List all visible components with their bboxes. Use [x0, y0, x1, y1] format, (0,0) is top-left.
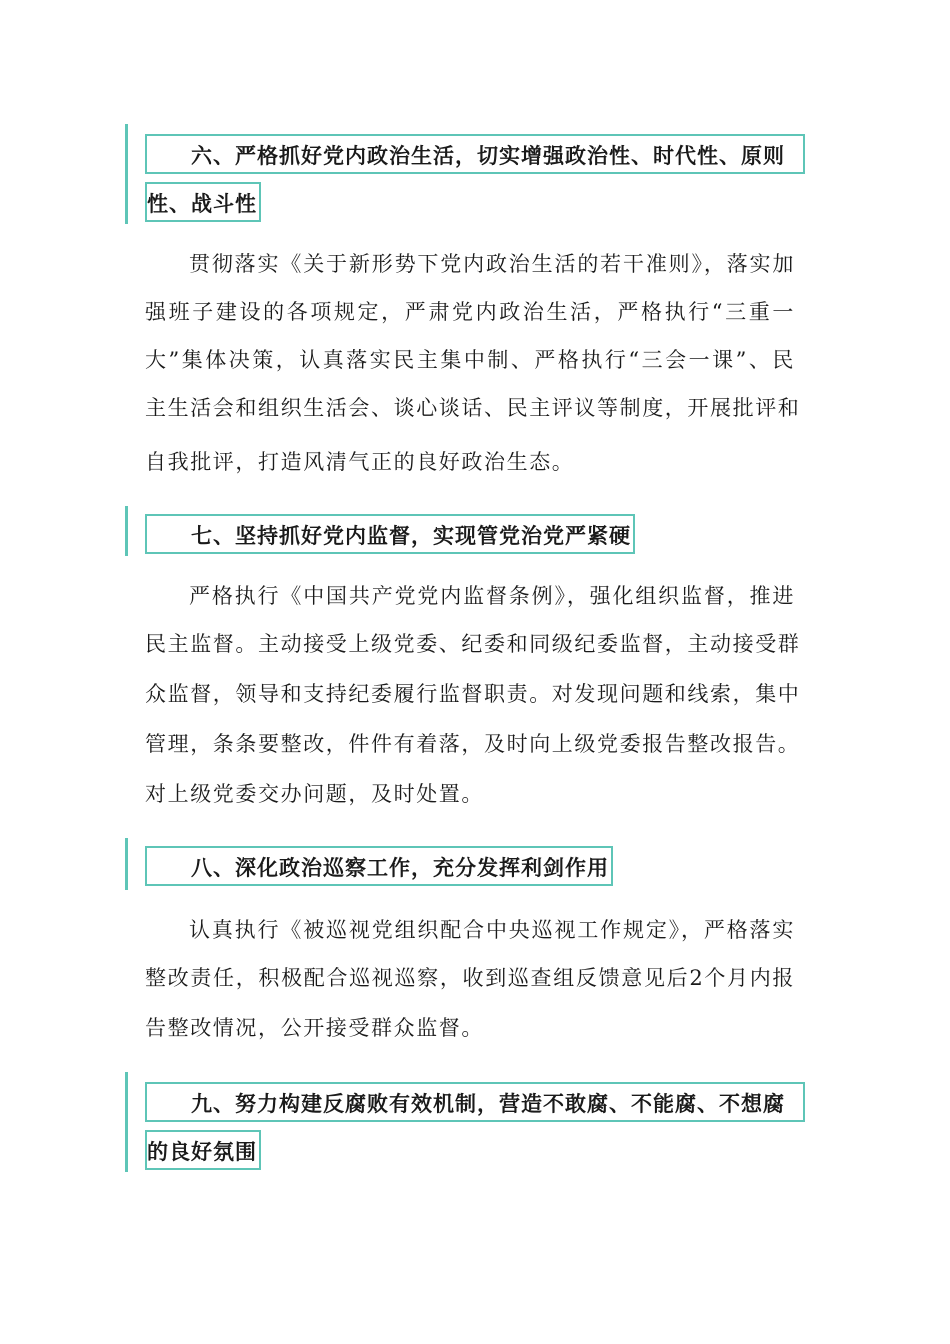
section-heading: 的良好氛围: [145, 1130, 261, 1170]
paragraph-line: 自我批评，打造风清气正的良好政治生态。: [145, 450, 575, 474]
paragraph-line: 强班子建设的各项规定，严肃党内政治生活，严格执行“三重一: [145, 300, 795, 324]
section-marker-bar: [125, 124, 128, 224]
paragraph-line: 认真执行《被巡视党组织配合中央巡视工作规定》，严格落实: [189, 918, 795, 942]
paragraph-line: 大”集体决策，认真落实民主集中制、严格执行“三会一课”、民: [145, 348, 795, 372]
section-heading: 九、努力构建反腐败有效机制，营造不敢腐、不能腐、不想腐: [145, 1082, 805, 1122]
paragraph-line: 主生活会和组织生活会、谈心谈话、民主评议等制度，开展批评和: [145, 396, 801, 420]
section-marker-bar: [125, 1072, 128, 1172]
section-heading: 六、严格抓好党内政治生活，切实增强政治性、时代性、原则: [145, 134, 805, 174]
paragraph-line: 管理，条条要整改，件件有着落，及时向上级党委报告整改报告。: [145, 732, 801, 756]
section-heading: 性、战斗性: [145, 182, 261, 222]
paragraph-line: 众监督，领导和支持纪委履行监督职责。对发现问题和线索，集中: [145, 682, 801, 706]
paragraph-line: 告整改情况，公开接受群众监督。: [145, 1016, 484, 1040]
paragraph-line: 整改责任，积极配合巡视巡察，收到巡查组反馈意见后2个月内报: [145, 966, 795, 990]
section-marker-bar: [125, 838, 128, 890]
section-heading: 七、坚持抓好党内监督，实现管党治党严紧硬: [145, 514, 635, 554]
section-marker-bar: [125, 506, 128, 556]
paragraph-line: 对上级党委交办问题，及时处置。: [145, 782, 484, 806]
section-heading: 八、深化政治巡察工作，充分发挥利剑作用: [145, 846, 613, 886]
paragraph-line: 民主监督。主动接受上级党委、纪委和同级纪委监督，主动接受群: [145, 632, 801, 656]
paragraph-line: 贯彻落实《关于新形势下党内政治生活的若干准则》，落实加: [189, 252, 795, 276]
paragraph-line: 严格执行《中国共产党党内监督条例》，强化组织监督，推进: [189, 584, 795, 608]
